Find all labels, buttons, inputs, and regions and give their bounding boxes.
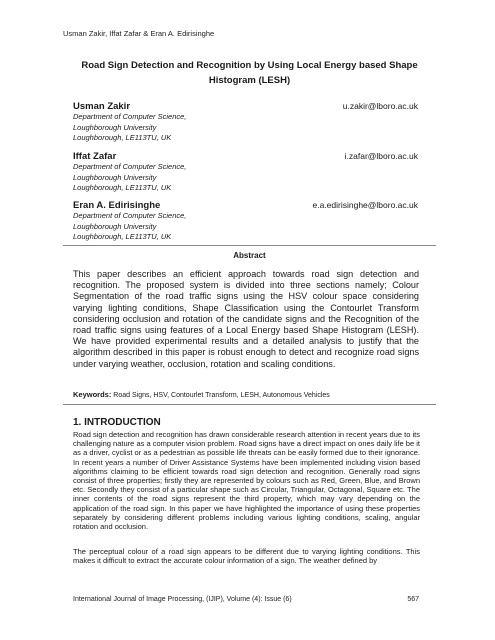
author-block-3	[73, 200, 418, 243]
author-affiliation: Loughborough University	[73, 122, 157, 132]
keywords-text: Road Signs, HSV, Contourlet Transform, LESH, Autonomous Vehicles	[113, 392, 330, 399]
title-line-2: Histogram (LESH)	[208, 75, 291, 86]
author-name: Iffat Zafar	[73, 151, 117, 162]
body-paragraph-1: Road sign detection and recognition has drawn considerable research attention in recent years due to its challenging nature as a computer vision problem. Road signs have a direct impact on ones daily life be it as a driver, cyclist or as a pedestrian as possible life threats can be easily formed due to their ignorance. In recent years a number of Driver Assistance Systems have been implemented including vision based algorithms claiming to be efficient towards road sign detection and recognition. Generally road signs consist of three properties; firstly they are represented by colours such as Red, Green, Blue, and Brown etc. Secondly they consist of a particular shape such as Circular, Triangular, Octagonal, Square etc. The inner contents of the road signs represent the third property, which may vary depending on the application of the road sign. In this paper we have highlighted the importance of using these properties separately by considering different problems including various lighting conditions, scaling, angular rotation and occlusion.	[73, 430, 420, 532]
author-affiliation: Loughborough, LE113TU, UK	[73, 183, 172, 192]
author-block-2	[73, 151, 418, 194]
abstract-heading: Abstract	[233, 251, 266, 260]
page-number: 567	[407, 596, 419, 603]
keywords-bottom-rule	[63, 404, 436, 405]
body-paragraph-2: The perceptual colour of a road sign appears to be different due to varying lighting conditions. This makes it difficult to extract the accurate colour information of a sign. The weather defined by	[73, 547, 420, 566]
author-affiliation: Department of Computer Science,	[73, 162, 187, 171]
author-email: u.zakir@lboro.ac.uk	[342, 101, 418, 111]
paper-title	[63, 58, 436, 88]
author-email: i.zafar@lboro.ac.uk	[344, 151, 418, 161]
author-affiliation: Loughborough, LE113TU, UK	[73, 133, 172, 142]
running-header: Usman Zakir, Iffat Zafar & Eran A. Edirisinghe	[63, 29, 215, 38]
author-affiliation: Department of Computer Science,	[73, 211, 187, 220]
author-name: Eran A. Edirisinghe	[73, 200, 161, 211]
abstract-text: This paper describes an efficient approach towards road sign detection and recognition. The proposed system is divided into three sections namely; Colour Segmentation of the road traffic signs using the HSV colour space considering varying lighting conditions, Shape Classification using the Contourlet Transform considering occlusion and rotation of the candidate signs and the Recognition of the road traffic signs using features of a Local Energy based Shape Histogram (LESH). We have provided experimental results and a detailed analysis to justify that the algorithm described in this paper is robust enough to detect and recognize road signs under varying weather, occlusion, rotation and scaling conditions.	[73, 269, 419, 369]
author-block-1	[73, 101, 418, 144]
section-heading: 1. INTRODUCTION	[73, 417, 161, 428]
keywords-label: Keywords:	[73, 390, 112, 399]
keywords	[73, 390, 419, 399]
author-affiliation: Department of Computer Science,	[73, 112, 187, 121]
page-footer	[73, 596, 419, 603]
author-affiliation: Loughborough University	[73, 172, 157, 182]
title-line-1: Road Sign Detection and Recognition by Using Local Energy based Shape	[81, 60, 418, 71]
abstract-top-rule	[63, 245, 436, 246]
journal-citation: International Journal of Image Processing, (IJIP), Volume (4): Issue (6)	[73, 596, 292, 603]
author-email: e.a.edirisinghe@lboro.ac.uk	[312, 200, 418, 210]
author-affiliation: Loughborough, LE113TU, UK	[73, 232, 172, 241]
author-affiliation: Loughborough University	[73, 221, 157, 231]
author-name: Usman Zakir	[73, 101, 131, 112]
